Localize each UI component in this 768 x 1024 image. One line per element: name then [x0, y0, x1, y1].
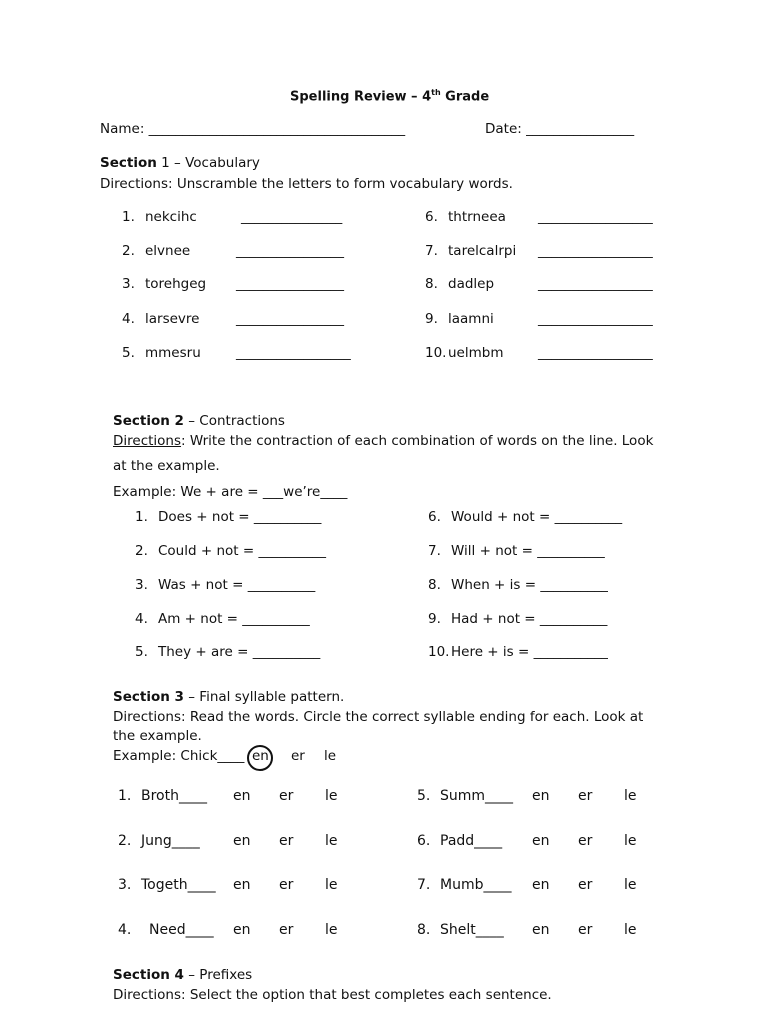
example-option-er: er [291, 748, 305, 764]
scrambled-word: mmesru [145, 345, 201, 361]
option-le: le [325, 922, 338, 938]
scrambled-word: larsevre [145, 311, 200, 327]
answer-blank: ________________ [236, 311, 344, 327]
list-item: 6. [425, 209, 438, 225]
option-le: le [325, 877, 338, 893]
option-er: er [578, 877, 593, 893]
answer-blank: ________________ [236, 276, 344, 292]
example-option-en: en [252, 748, 269, 764]
syllable-word: Togeth____ [141, 877, 216, 893]
option-en: en [532, 788, 550, 804]
option-le: le [325, 833, 338, 849]
list-item: 4. [135, 611, 148, 627]
option-le: le [624, 922, 637, 938]
syllable-word: Shelt____ [440, 922, 504, 938]
option-er: er [578, 788, 593, 804]
contraction-item: Here + is = ___________ [451, 644, 608, 660]
contraction-item: Would + not = __________ [451, 509, 623, 525]
section4-directions: Directions: Select the option that best completes each sentence. [113, 987, 552, 1003]
contraction-item: Was + not = __________ [158, 577, 316, 593]
option-le: le [624, 788, 637, 804]
section3-heading: Section 3 – Final syllable pattern. [113, 689, 345, 705]
option-er: er [279, 877, 294, 893]
option-en: en [233, 877, 251, 893]
section2-example: Example: We + are = ___we’re____ [113, 484, 348, 500]
section1-heading: Section 1 – Vocabulary [100, 155, 260, 171]
option-en: en [532, 877, 550, 893]
list-item: 5. [417, 788, 431, 804]
scrambled-word: thtrneea [448, 209, 506, 225]
contraction-item: Will + not = __________ [451, 543, 605, 559]
option-er: er [578, 922, 593, 938]
list-item: 7. [425, 243, 438, 259]
list-item: 8. [425, 276, 438, 292]
option-er: er [279, 833, 294, 849]
list-item: 8. [417, 922, 431, 938]
list-item: 5. [122, 345, 135, 361]
section3-directions-cont: the example. [113, 728, 202, 744]
scrambled-word: laamni [448, 311, 494, 327]
example-option-le: le [324, 748, 337, 764]
list-item: 3. [118, 877, 132, 893]
list-item: 3. [135, 577, 148, 593]
option-en: en [233, 922, 251, 938]
scrambled-word: tarelcalrpi [448, 243, 517, 259]
list-item: 9. [428, 611, 441, 627]
list-item: 6. [428, 509, 441, 525]
list-item: 4. [122, 311, 135, 327]
answer-blank: ________________ [236, 243, 344, 259]
scrambled-word: elvnee [145, 243, 191, 259]
syllable-word: Padd____ [440, 833, 503, 849]
page-title: Spelling Review – 4th Grade [290, 88, 490, 105]
contraction-item: Had + not = __________ [451, 611, 608, 627]
scrambled-word: torehgeg [145, 276, 207, 292]
name-field-label: Name: ______________________________________ [100, 121, 406, 137]
section1-directions: Directions: Unscramble the letters to form vocabulary words. [100, 176, 513, 192]
list-item: 1. [118, 788, 132, 804]
list-item: 7. [417, 877, 431, 893]
list-item: 4. [118, 922, 132, 938]
list-item: 9. [425, 311, 438, 327]
list-item: 2. [122, 243, 135, 259]
contraction-item: Could + not = __________ [158, 543, 326, 559]
section4-heading: Section 4 – Prefixes [113, 967, 253, 983]
option-en: en [532, 833, 550, 849]
section2-directions: Directions: Write the contraction of each combination of words on the line. Look [113, 433, 654, 449]
answer-blank: _______________ [241, 209, 343, 225]
answer-blank: _________________ [538, 276, 653, 292]
syllable-word: Jung____ [141, 833, 200, 849]
contraction-item: Am + not = __________ [158, 611, 310, 627]
date-field-label: Date: ________________ [485, 121, 635, 137]
option-en: en [233, 788, 251, 804]
list-item: 5. [135, 644, 148, 660]
list-item: 10. [428, 644, 450, 660]
list-item: 6. [417, 833, 431, 849]
answer-blank: _________________ [538, 209, 653, 225]
scrambled-word: dadlep [448, 276, 495, 292]
list-item: 1. [135, 509, 148, 525]
syllable-word: Summ____ [440, 788, 514, 804]
syllable-word: Broth____ [141, 788, 207, 804]
contraction-item: Does + not = __________ [158, 509, 322, 525]
answer-blank: _________________ [538, 243, 653, 259]
list-item: 7. [428, 543, 441, 559]
section3-directions: Directions: Read the words. Circle the correct syllable ending for each. Look at [113, 709, 644, 725]
section2-heading: Section 2 – Contractions [113, 413, 285, 429]
option-er: er [279, 922, 294, 938]
list-item: 2. [118, 833, 132, 849]
section3-example: Example: Chick____ [113, 748, 245, 764]
answer-blank: _________________ [538, 311, 653, 327]
option-le: le [624, 833, 637, 849]
option-er: er [578, 833, 593, 849]
syllable-word: Mumb____ [440, 877, 512, 893]
answer-circle [247, 745, 273, 771]
scrambled-word: uelmbm [448, 345, 504, 361]
option-en: en [532, 922, 550, 938]
section2-directions-cont: at the example. [113, 458, 220, 474]
answer-blank: _________________ [236, 345, 351, 361]
option-en: en [233, 833, 251, 849]
option-le: le [325, 788, 338, 804]
option-er: er [279, 788, 294, 804]
list-item: 3. [122, 276, 135, 292]
list-item: 2. [135, 543, 148, 559]
contraction-item: When + is = __________ [451, 577, 608, 593]
list-item: 8. [428, 577, 441, 593]
contraction-item: They + are = __________ [158, 644, 321, 660]
list-item: 10. [425, 345, 447, 361]
scrambled-word: nekcihc [145, 209, 197, 225]
answer-blank: _________________ [538, 345, 653, 361]
syllable-word: Need____ [149, 922, 214, 938]
list-item: 1. [122, 209, 135, 225]
option-le: le [624, 877, 637, 893]
